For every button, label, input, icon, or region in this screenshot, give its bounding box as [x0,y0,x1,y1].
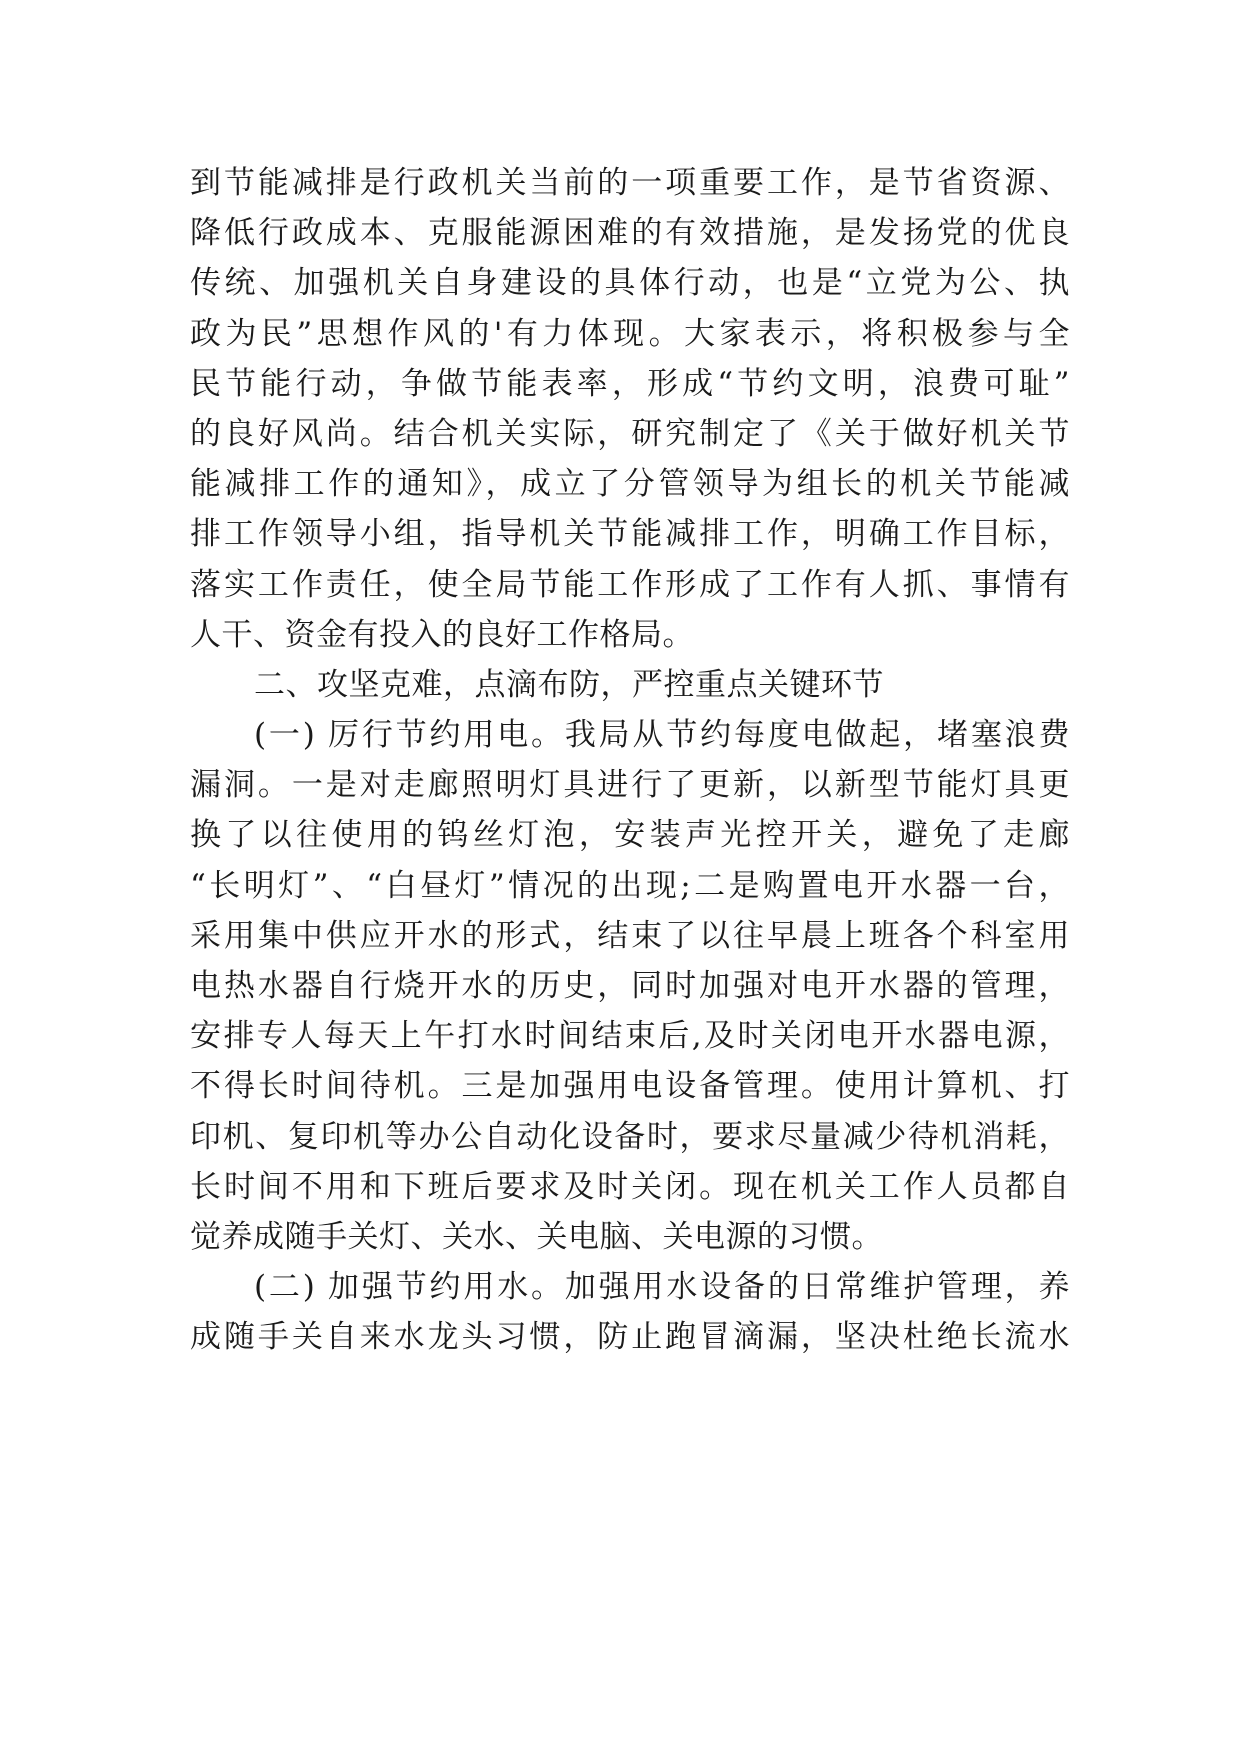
text-line: 长时间不用和下班后要求及时关闭。现在机关工作人员都自 [190,1168,1070,1205]
text-line: 传统、加强机关自身建设的具体行动，也是“立党为公、执 [190,265,1070,302]
text-line: 能减排工作的通知》，成立了分管领导为组长的机关节能减 [190,466,1070,503]
section-heading [190,660,1070,710]
text-line: 排工作领导小组，指导机关节能减排工作，明确工作目标， [190,516,1070,553]
text-line: 成随手关自来水龙头习惯，防止跑冒滴漏，坚决杜绝长流水 [190,1319,1070,1356]
text-line: (一) 厉行节约用电。我局从节约每度电做起，堵塞浪费 [254,717,1070,754]
text-line: “长明灯”、“白昼灯”情况的出现;二是购置电开水器一台， [190,867,1070,904]
text-line: 民节能行动，争做节能表率，形成“节约文明，浪费可耻” [190,365,1070,402]
paragraph-intro-continued [190,158,1070,660]
text-line: 到节能减排是行政机关当前的一项重要工作，是节省资源、 [190,165,1070,201]
text-line: 印机、复印机等办公自动化设备时，要求尽量减少待机消耗， [190,1118,1070,1155]
text-line: 不得长时间待机。三是加强用电设备管理。使用计算机、打 [190,1068,1070,1105]
text-line: 安排专人每天上午打水时间结束后,及时关闭电开水器电源， [190,1018,1070,1055]
paragraph-electricity [190,710,1070,1262]
text-line: 人干、资金有投入的良好工作格局。 [190,616,694,653]
heading-line: 二、攻坚克难，点滴布防，严控重点关键环节 [254,666,884,703]
text-line: 电热水器自行烧开水的历史，同时加强对电开水器的管理， [190,968,1070,1004]
text-line: 觉养成随手关灯、关水、关电脑、关电源的习惯。 [190,1218,883,1255]
paragraph-water [190,1262,1070,1362]
text-line: 政为民”思想作风的'有力体现。大家表示，将积极参与全 [190,315,1070,352]
text-line: 落实工作责任，使全局节能工作形成了工作有人抓、事情有 [190,566,1070,603]
text-line: 采用集中供应开水的形式，结束了以往早晨上班各个科室用 [190,917,1070,954]
text-line: (二) 加强节约用水。加强用水设备的日常维护管理，养 [254,1269,1070,1306]
body-text [190,158,1070,1363]
text-line: 换了以往使用的钨丝灯泡，安装声光控开关，避免了走廊 [190,817,1070,854]
text-line: 的良好风尚。结合机关实际，研究制定了《关于做好机关节 [190,415,1070,452]
text-line: 降低行政成本、克服能源困难的有效措施，是发扬党的优良 [190,215,1070,252]
text-line: 漏洞。一是对走廊照明灯具进行了更新，以新型节能灯具更 [190,767,1070,804]
